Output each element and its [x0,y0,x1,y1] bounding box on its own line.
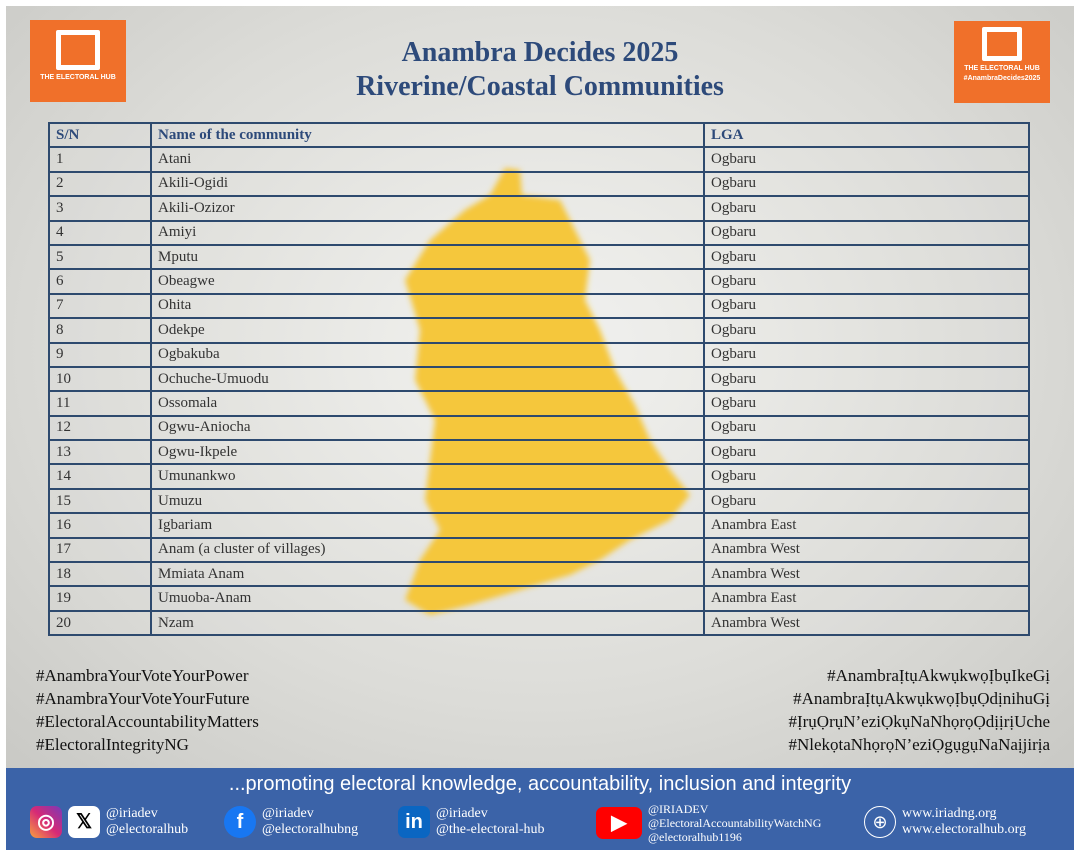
handle: @electoralhub1196 [648,830,742,844]
hashtags-left [36,664,259,756]
table-row [49,172,1029,196]
cell-sn: 13 [49,440,151,464]
hashtag: #ElectoralAccountabilityMatters [36,712,259,731]
cell-lga: Ogbaru [704,269,1029,293]
table-row [49,464,1029,488]
header-lga: LGA [704,123,1029,147]
cell-sn: 10 [49,367,151,391]
table-row [49,221,1029,245]
handle: @IRIADEV [648,802,709,816]
cell-sn: 17 [49,538,151,562]
footer-slogan: ...promoting electoral knowledge, accountability, inclusion and integrity [228,773,852,795]
cell-community: Umunankwo [151,464,704,488]
cell-sn: 15 [49,489,151,513]
cell-community: Ogwu-Ikpele [151,440,704,464]
table-row [49,343,1029,367]
hashtags-right [788,664,1050,756]
linkedin-icon: in [398,806,430,838]
website-link[interactable]: www.electoralhub.org [902,822,1027,837]
hashtag: #AnambraỊtụAkwụkwọỊbụỌdịnihuGị [793,689,1050,708]
table-row [49,318,1029,342]
cell-community: Amiyi [151,221,704,245]
cell-lga: Ogbaru [704,416,1029,440]
globe-icon: ⊕ [864,806,896,838]
table-row [49,269,1029,293]
table-row [49,513,1029,537]
hashtag: #ỊrụỌrụN’eziỌkụNaNhọrọỌdịịrịUche [788,712,1050,731]
x-icon: 𝕏 [68,806,100,838]
handle: @iriadev [436,806,488,821]
table-row [49,294,1029,318]
cell-lga: Ogbaru [704,147,1029,171]
cell-sn: 18 [49,562,151,586]
cell-lga: Ogbaru [704,318,1029,342]
cell-lga: Ogbaru [704,294,1029,318]
cell-community: Anam (a cluster of villages) [151,538,704,562]
cell-lga: Ogbaru [704,343,1029,367]
page-title: Anambra Decides 2025 [401,37,679,68]
page-subtitle: Riverine/Coastal Communities [356,71,724,102]
table-row [49,440,1029,464]
handle: @iriadev [106,806,158,821]
handle: @electoralhub [106,822,189,837]
cell-community: Ogwu-Aniocha [151,416,704,440]
cell-community: Akili-Ozizor [151,196,704,220]
footer [6,768,1074,850]
social-youtube[interactable] [596,802,821,844]
cell-community: Nzam [151,611,704,635]
cell-lga: Anambra East [704,586,1029,610]
cell-lga: Ogbaru [704,440,1029,464]
cell-lga: Ogbaru [704,245,1029,269]
cell-community: Ochuche-Umuodu [151,367,704,391]
electoral-hub-logo-right: THE ELECTORAL HUB #AnambraDecides2025 [954,21,1050,103]
table-row [49,367,1029,391]
cell-sn: 9 [49,343,151,367]
cell-sn: 8 [49,318,151,342]
cell-lga: Anambra West [704,538,1029,562]
youtube-icon: ▶ [596,807,642,839]
cell-sn: 20 [49,611,151,635]
cell-sn: 16 [49,513,151,537]
header-sn: S/N [49,123,151,147]
cell-sn: 3 [49,196,151,220]
cell-lga: Anambra East [704,513,1029,537]
social-instagram-x[interactable] [30,806,188,838]
table-row [49,416,1029,440]
cell-sn: 7 [49,294,151,318]
electoral-hub-logo-left: THE ELECTORAL HUB [30,20,126,102]
website-link[interactable]: www.iriadng.org [902,806,997,821]
cell-community: Ossomala [151,391,704,415]
hashtag: #ElectoralIntegrityNG [36,735,189,754]
table-row [49,538,1029,562]
cell-lga: Anambra West [704,611,1029,635]
cell-sn: 19 [49,586,151,610]
table-row [49,611,1029,635]
cell-community: Mmiata Anam [151,562,704,586]
cell-sn: 12 [49,416,151,440]
cell-community: Igbariam [151,513,704,537]
cell-lga: Anambra West [704,562,1029,586]
table-row [49,391,1029,415]
header-name: Name of the community [151,123,704,147]
social-facebook[interactable] [224,806,358,838]
cell-community: Odekpe [151,318,704,342]
cell-sn: 6 [49,269,151,293]
cell-lga: Ogbaru [704,221,1029,245]
cell-community: Umuoba-Anam [151,586,704,610]
cell-sn: 5 [49,245,151,269]
cell-lga: Ogbaru [704,172,1029,196]
cell-community: Atani [151,147,704,171]
social-linkedin[interactable] [398,806,545,838]
table-row [49,562,1029,586]
cell-community: Obeagwe [151,269,704,293]
table-row [49,586,1029,610]
hashtag: #AnambraYourVoteYourFuture [36,689,250,708]
hashtag: #NlekọtaNhọrọN’eziỌgụgụNaNaịjirịa [788,735,1050,754]
cell-community: Ohita [151,294,704,318]
cell-lga: Ogbaru [704,391,1029,415]
cell-sn: 2 [49,172,151,196]
communities-table [48,122,1030,636]
cell-lga: Ogbaru [704,489,1029,513]
social-websites[interactable] [864,806,1026,838]
table-row [49,245,1029,269]
handle: @the-electoral-hub [436,822,545,837]
cell-lga: Ogbaru [704,464,1029,488]
cell-lga: Ogbaru [704,196,1029,220]
cell-community: Umuzu [151,489,704,513]
cell-community: Ogbakuba [151,343,704,367]
table-row [49,147,1029,171]
cell-sn: 11 [49,391,151,415]
table-row [49,489,1029,513]
cell-community: Mputu [151,245,704,269]
table-row [49,196,1029,220]
cell-sn: 1 [49,147,151,171]
cell-sn: 14 [49,464,151,488]
instagram-icon: ◎ [30,806,62,838]
hashtag: #AnambraYourVoteYourPower [36,666,249,685]
cell-community: Akili-Ogidi [151,172,704,196]
facebook-icon: f [224,806,256,838]
handle: @iriadev [262,806,314,821]
hashtag: #AnambraỊtụAkwụkwọỊbụIkeGị [827,666,1050,685]
cell-lga: Ogbaru [704,367,1029,391]
handle: @ElectoralAccountabilityWatchNG [648,816,822,830]
cell-sn: 4 [49,221,151,245]
handle: @electoralhubng [262,822,359,837]
